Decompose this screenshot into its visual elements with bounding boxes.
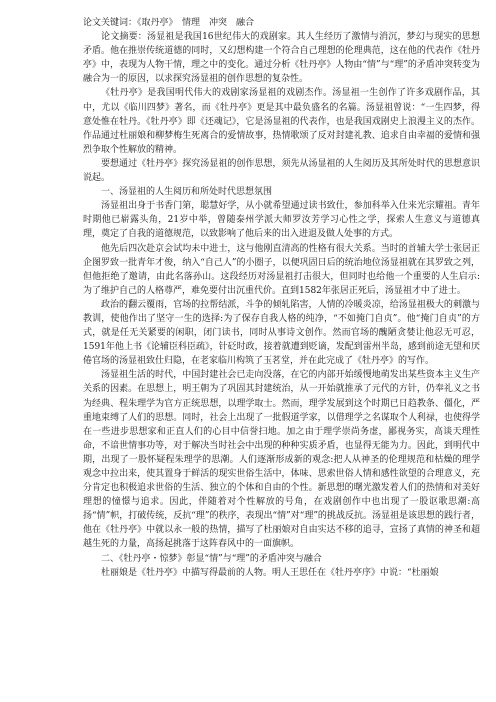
section-1-paragraph-3: 政治的翻云覆雨，官场的拉帮结派，斗争的倾轧陷害，人情的冷暖炎凉，给汤显祖极大的刺激与教训，使他作出了坚守一生的选择:为了保存自我人格的纯净，“不如掩门自贞”。他“掩门自贞”的方式，就是任无关紧要的闲职，闭门读书，同时从事诗文创作。然而官场的醜陋贪婪让他忍无可忍，1591年他上书《论辅臣科臣疏》，针砭时政，接着就遭到贬谪，发配到雷州半岛，感到前途无望和厌倦官场的汤显祖致仕归隐，在老家临川构筑了玉茗堂，并在此完成了《牡丹亭》的写作。	[83, 299, 480, 367]
abstract-paragraph: 论文摘要：汤显祖是我国16世纪伟大的戏剧家。其人生经历了激情与消沉，梦幻与现实的思想矛盾。他在推崇传统道德的同时，又幻想构建一个符合自己理想的伦理典范，这在他的代表作《牡丹亭》中，表现为人物干情，理之中的变化。通过分析《牡丹亭》人物由“情”与“理”的矛盾冲突转变为融合为一的原因，以求探究汤显祖的创作思想的复杂性。	[83, 32, 480, 85]
section-1-paragraph-1: 汤显祖出身于书香门第，聪慧好学，从小就希望通过读书致仕，参加科举入仕来光宗耀祖。青年时期他已崭露头角，21岁中举，曾随泰州学派大师罗汝芳学习心性之学，探索人生意义与道德真理，奠定了自我的道德规范，以致影响了他后来的出入进退及做人处事的方式。	[83, 201, 480, 240]
keywords-line: 论文关键词：《取丹亭》 情理 冲突 融合	[83, 18, 255, 28]
section-1-paragraph-4: 汤显祖生活的时代，中国封建社会已走向没落，在它的内部开始缓慢地萌发出某些资本主义生产关系的因素。在思想上，明王朝为了巩固其封建统治，从一开始就推承了元代的方针，仍奉礼义之书为经典、程朱理学为官方正统思想，以理学取士。然而，理学发展到这个时期已日趋教条、僵化，严重地束缚了人们的思想。同时，社会上出现了一批假道学家，以借理学之名谋取个人利禄，也使得学在一些进步思想家和正直人们的心目中信誉扫地。加之由于理学崇尚务虚，鄙视务实，高谈天理性命，不谙世情事功等，对于解决当时社会中出现的种种实质矛盾，也显得无能为力。因此，到明代中期，出现了一股怀疑程朱理学的思潮。人们逐渐形成新的观念:把人从神圣的伦理规范和枯燥的理学观念中拉出来，使其置身于鲜活的现实世俗生活中，体味、思索世俗人情和感性欲望的合理意义，充分肯定也积极追求世俗的生活、独立的个体和自由的个性。新思想的曙光激发着人们的热情和对美好理想的憧憬与追求。因此，伴随着对个性解放的号角，在戏剧创作中也出现了一股讴歌思潮:高扬“情”帜，打破传统，反抗“理”的秩序，表现出“情”对“理”的挑战反抗。汤显祖是该思想的践行者，他在《牡丹亭》中就以永一般的热情，描写了杜丽娘对自由实达不移的追寻，宣扬了真情的神圣和超越生死的力量，高扬起挑落于这阵春风中的一面旗帜。	[83, 370, 480, 550]
section-1-paragraph-2: 他先后四次赴京会试均未中进士，这与他刚直清高的性格有很大关系。当时的首辅大学士张居正企图罗致一批青年才俊，纳入“自己人”的小圈子，以便巩固日后的统治地位汤显祖就在其罗致之列，但他拒绝了邀请，由此名落孙山。这段经历对汤显祖打击很大，但同时也给他一个重要的人生启示:为了维护自己的人格尊严，难免要付出沉重代价。直到1582年张居正死后，汤显祖才中了进士。	[83, 243, 480, 296]
intro-paragraph-2: 要想通过《牡丹亭》探究汤显祖的创作思想，须先从汤显祖的人生阅历及其所处时代的思想意识说起。	[83, 158, 480, 184]
section-2-heading: 二、《牡丹亭・惊梦》彰显“情”与“理”的矛盾冲突与融合	[101, 553, 322, 564]
section-1-heading: 一、汤显祖的人生阅历和所处时代思想氛围	[101, 187, 273, 198]
section-2-paragraph-1: 杜丽娘是《牡丹亭》中描写得最前的人物。明人王思任在《牡丹亭序》中说：“杜丽娘	[101, 567, 439, 578]
intro-paragraph-1: 《牡丹亭》是我国明代伟大的戏剧家汤显祖的戏剧杰作。汤显祖一生创作了许多戏剧作品，其中，尤以《临川四梦》著名，而《牡丹亭》更是其中最负盛名的名篇。汤显祖曾说：“一生四梦，得意处惟在牡丹。《牡丹亭》即《还魂记》，它是汤显祖的代表作，也是我国戏剧史上浪漫主义的杰作。作品通过杜丽娘和柳梦梅生死离合的爱情故事，热情歌颂了反对封建礼教、追求自由幸福的爱情和强烈争取个性解放的精神。	[83, 88, 480, 155]
